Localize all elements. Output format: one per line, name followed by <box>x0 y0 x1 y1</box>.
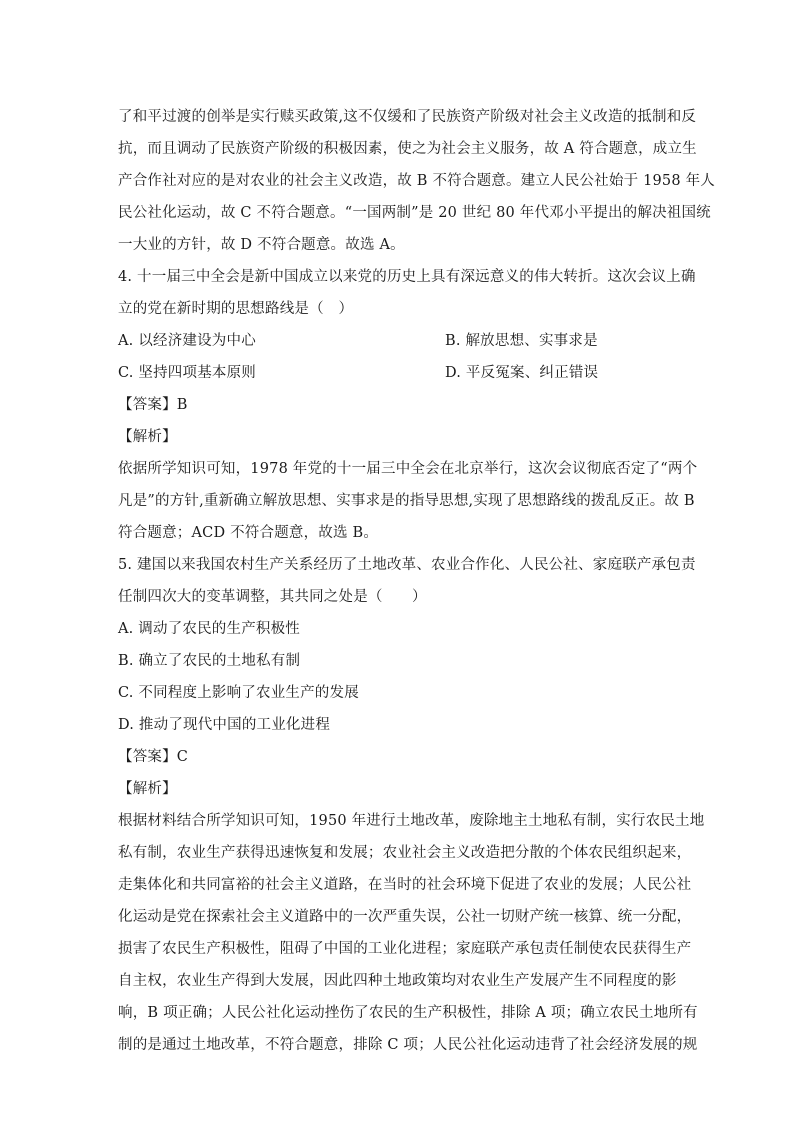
analysis-line: 响，B 项正确；人民公社化运动挫伤了农民的生产积极性，排除 A 项；确立农民土地所有 <box>118 1005 698 1021</box>
analysis-line: 凡是”的方针,重新确立解放思想、实事求是的指导思想,实现了思想路线的拨乱反正。故 B <box>118 493 695 509</box>
option-b: B. 解放思想、实事求是 <box>445 333 598 349</box>
answer-label: 【答案】B <box>118 397 188 413</box>
analysis-line: 制的是通过土地改革，不符合题意，排除 C 项；人民公社化运动违背了社会经济发展的规 <box>118 1037 698 1053</box>
option-d: D. 推动了现代中国的工业化进程 <box>118 717 331 733</box>
option-b: B. 确立了农民的土地私有制 <box>118 653 301 669</box>
options-row <box>118 357 678 389</box>
question-stem-line: 5. 建国以来我国农村生产关系经历了土地改革、农业合作化、人民公社、家庭联产承包责 <box>118 557 696 573</box>
paragraph-line: 产合作社对应的是对农业的社会主义改造，故 B 不符合题意。建立人民公社始于 1958 年人 <box>118 173 715 189</box>
question-stem-line: 4. 十一届三中全会是新中国成立以来党的历史上具有深远意义的伟大转折。这次会议上确 <box>118 269 696 285</box>
analysis-label: 【解析】 <box>118 781 177 797</box>
analysis-line: 私有制，农业生产获得迅速恢复和发展；农业社会主义改造把分散的个体农民组织起来， <box>118 845 692 861</box>
option-c: C. 坚持四项基本原则 <box>118 365 256 381</box>
option-c: C. 不同程度上影响了农业生产的发展 <box>118 685 359 701</box>
option-d: D. 平反冤案、纠正错误 <box>445 365 599 381</box>
analysis-line: 化运动是党在探索社会主义道路中的一次严重失误，公社一切财产统一核算、统一分配， <box>118 909 692 925</box>
option-a: A. 以经济建设为中心 <box>118 333 256 349</box>
paragraph-line: 一大业的方针，故 D 不符合题意。故选 A。 <box>118 237 405 253</box>
question-stem-line: 任制四次大的变革调整，其共同之处是（ ） <box>118 589 427 605</box>
paragraph-line: 抗，而且调动了民族资产阶级的积极因素，使之为社会主义服务，故 A 符合题意，成立生 <box>118 141 697 157</box>
analysis-line: 符合题意；ACD 不符合题意，故选 B。 <box>118 525 379 541</box>
analysis-line: 依据所学知识可知，1978 年党的十一届三中全会在北京举行，这次会议彻底否定了“两个 <box>118 461 698 477</box>
paragraph-line: 民公社化运动，故 C 不符合题意。“一国两制”是 20 世纪 80 年代邓小平提出的解决祖国统 <box>118 205 711 221</box>
q3-explanation <box>118 101 715 261</box>
options-row <box>118 325 678 357</box>
paragraph-line: 了和平过渡的创举是实行赎买政策,这不仅缓和了民族资产阶级对社会主义改造的抵制和反 <box>118 109 697 125</box>
analysis-line: 损害了农民生产积极性，阻碍了中国的工业化进程；家庭联产承包责任制使农民获得生产 <box>118 941 692 957</box>
analysis-label: 【解析】 <box>118 429 177 445</box>
analysis-line: 根据材料结合所学知识可知，1950 年进行土地改革，废除地主土地私有制，实行农民土地 <box>118 813 705 829</box>
analysis-line: 自主权，农业生产得到大发展，因此四种土地政策均对农业生产发展产生不同程度的影 <box>118 973 677 989</box>
answer-label: 【答案】C <box>118 749 189 765</box>
analysis-line: 走集体化和共同富裕的社会主义道路，在当时的社会环境下促进了农业的发展；人民公社 <box>118 877 692 893</box>
question-stem-line: 立的党在新时期的思想路线是（ ） <box>118 301 354 317</box>
page-content <box>118 101 715 1061</box>
question-4 <box>118 261 698 549</box>
option-a: A. 调动了农民的生产积极性 <box>118 621 300 637</box>
question-5 <box>118 549 705 1061</box>
